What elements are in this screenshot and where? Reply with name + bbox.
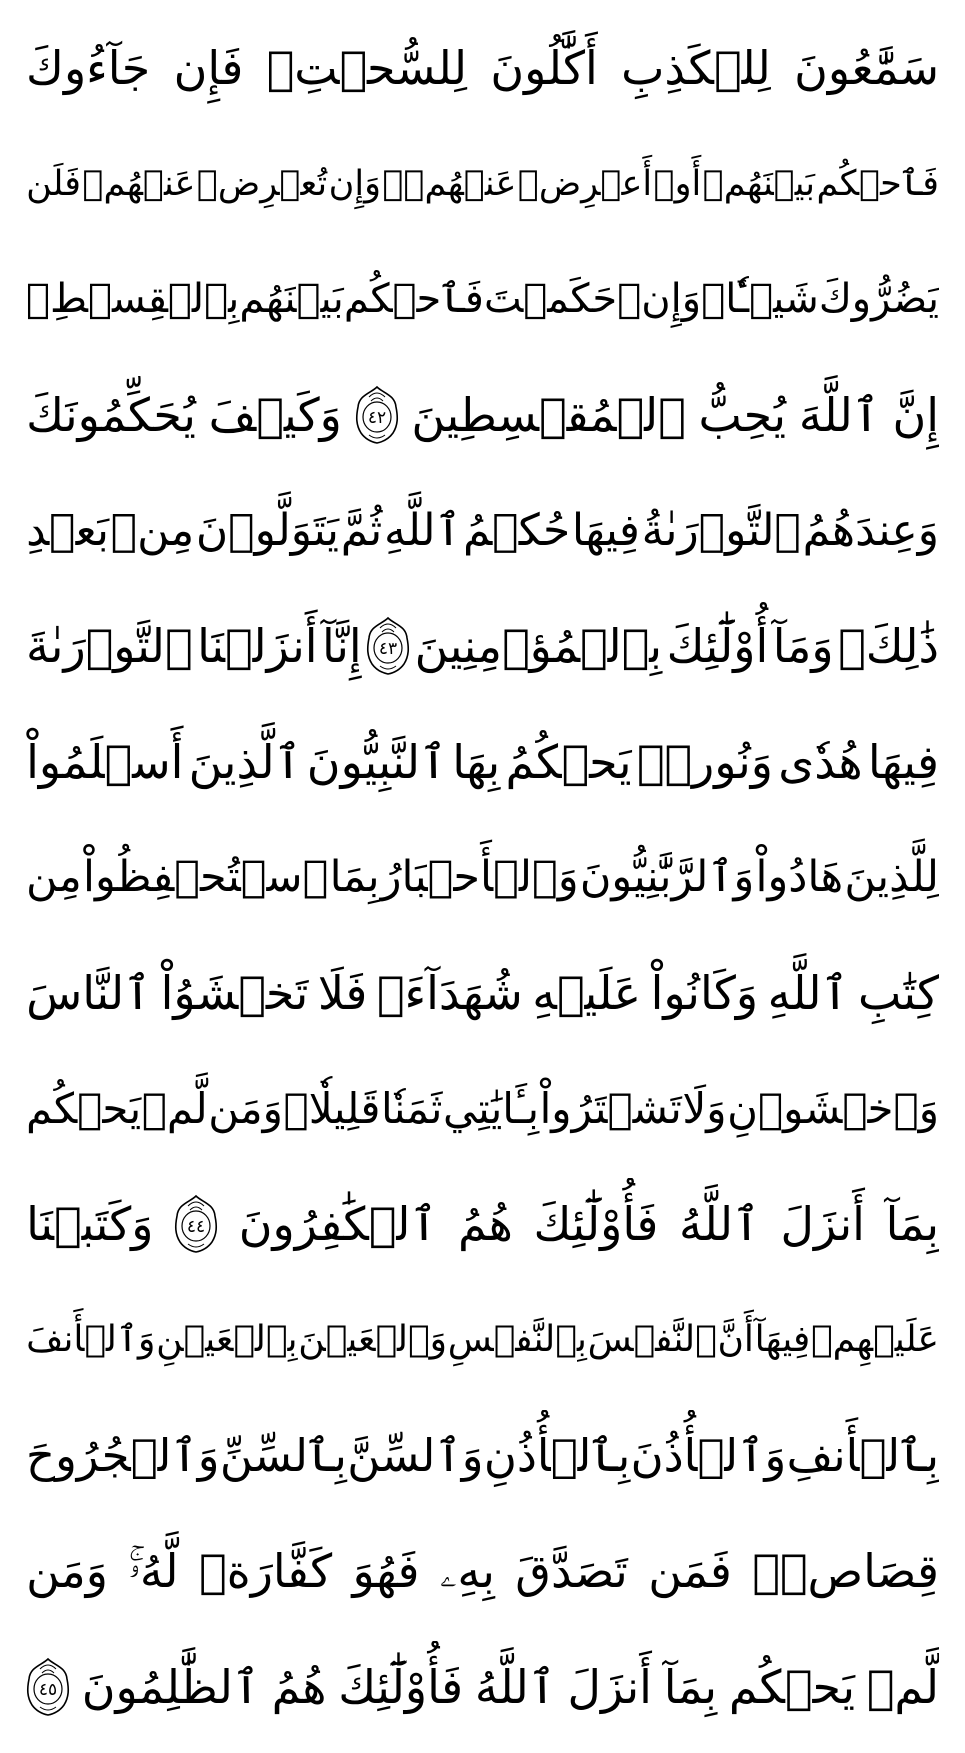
quran-word: ٱلنَّفۡسَ — [587, 1319, 717, 1361]
quran-word: فَٱحۡكُم — [816, 163, 939, 204]
text-line — [26, 1410, 939, 1502]
quran-word: ٱلۡكَٰفِرُونَ — [238, 1197, 438, 1252]
text-line — [26, 600, 939, 692]
quran-word: بِهِۦ — [439, 1544, 495, 1599]
text-line — [26, 716, 939, 808]
quran-word: وَإِنۡ — [617, 276, 702, 323]
quran-word: مِن — [26, 852, 82, 903]
quran-word: ٱللَّهِ — [383, 504, 462, 556]
ayah-end-marker-icon — [366, 616, 410, 676]
quran-word: هُدٗى — [778, 734, 863, 789]
quran-word: ٱللَّهِ — [767, 966, 849, 1021]
text-line — [26, 1294, 939, 1386]
quran-word: عَنۡهُمۡۖ — [382, 163, 517, 204]
quran-word: قِصَاصٞۚ — [752, 1544, 939, 1599]
text-line — [26, 1641, 939, 1733]
quran-word: فِيهَآ — [754, 1319, 811, 1361]
quran-word: ذَٰلِكَۚ — [838, 619, 939, 674]
quran-word: فَٱحۡكُم — [343, 276, 484, 323]
quran-word: تَصَدَّقَ — [515, 1544, 628, 1599]
quran-word: لَّمۡ — [141, 1083, 208, 1133]
quran-word: تَخۡشَوُاْ — [160, 966, 309, 1021]
ayah-number: ٤٣ — [379, 639, 398, 660]
text-line — [26, 947, 939, 1039]
quran-word: لِلَّذِينَ — [844, 852, 939, 903]
text-line — [26, 22, 939, 114]
quran-word: بِٱلۡعَيۡنِ — [156, 1319, 298, 1361]
quran-word: حَكَمۡتَ — [483, 276, 618, 323]
quran-word: بِٱلۡمُؤۡمِنِينَ — [414, 619, 663, 674]
quran-word: بَعۡدِ — [26, 504, 110, 556]
quran-word: يَتَوَلَّوۡنَ — [195, 504, 340, 556]
quran-word: إِنَّآ — [322, 619, 362, 674]
text-line — [26, 1063, 939, 1155]
ayah-end-marker-icon — [355, 385, 399, 445]
quran-word: ٱلظَّٰلِمُونَ — [81, 1659, 260, 1714]
quran-word: ٱسۡتُحۡفِظُواْ — [83, 852, 329, 903]
quran-word: فَإِن — [173, 41, 244, 95]
quran-word: أَنَّ — [717, 1319, 754, 1361]
quran-word: سَمَّٰعُونَ — [794, 41, 939, 95]
quran-word: وَٱلۡأَحۡبَارُ — [380, 852, 579, 903]
quran-word: وَكَيۡفَ — [208, 387, 342, 442]
text-line — [26, 485, 939, 577]
quran-word: وَمَن — [208, 1083, 283, 1133]
quran-word: يَضُرُّوكَ — [818, 276, 939, 323]
quran-word: وَٱلۡجُرُوحَ — [26, 1428, 220, 1482]
quran-word: إِنَّ — [892, 387, 939, 442]
quran-word: ثُمَّ — [340, 504, 383, 556]
ayah-end-marker-icon — [26, 1657, 70, 1717]
quran-word: وَعِندَهُمُ — [802, 504, 939, 556]
ayah-number: ٤٤ — [186, 1217, 206, 1238]
quran-word: بِـَٔايَٰتِي — [442, 1083, 540, 1133]
quran-word: بِٱلۡأَنفِ — [786, 1428, 939, 1482]
quran-word: ٱلتَّوۡرَىٰةَ — [26, 619, 193, 674]
quran-word: ٱلۡمُقۡسِطِينَ — [411, 387, 686, 442]
quran-word: ٱلنَّاسَ — [26, 966, 152, 1021]
quran-word: كِتَٰبِ — [858, 966, 939, 1021]
ayah-end-marker-icon — [174, 1194, 218, 1254]
quran-word: وَٱخۡشَوۡنِ — [727, 1083, 939, 1133]
quran-word: بَيۡنَهُم — [239, 276, 344, 323]
quran-word: هُمُ — [458, 1197, 513, 1252]
quran-word: فَلَا — [317, 966, 368, 1021]
quran-word: فِيهَا — [867, 734, 939, 789]
quran-word: وَإِن — [328, 163, 381, 204]
quran-word: أَنزَلَ — [780, 1197, 865, 1252]
quran-word: عَنۡهُمۡ — [82, 163, 196, 204]
quran-word: هَادُواْ — [755, 852, 844, 903]
quran-word: بَيۡنَهُمۡ — [702, 163, 816, 204]
quran-word: بِمَآ — [663, 1659, 718, 1714]
quran-word: ٱللَّهَ — [798, 387, 880, 442]
quran-word: أَوۡ — [653, 163, 702, 204]
quran-word: أَنزَلۡنَا — [197, 619, 318, 674]
text-line — [26, 369, 939, 461]
quran-word: يَحۡكُم — [26, 1083, 142, 1133]
quran-word: وَٱلۡأُذُنَ — [630, 1428, 787, 1482]
quran-word: جَآءُوكَ — [26, 41, 151, 95]
quran-word: وَٱلۡأَنفَ — [26, 1319, 156, 1361]
text-line — [26, 831, 939, 923]
quran-word: أَسۡلَمُواْ — [26, 734, 184, 789]
quran-word: ثَمَنٗا — [380, 1083, 443, 1133]
quran-word: أَكَّٰلُونَ — [490, 41, 598, 95]
quran-word: قَلِيلٗاۚ — [283, 1083, 381, 1133]
text-line — [26, 253, 939, 345]
quran-word: بِٱلنَّفۡسِ — [447, 1319, 587, 1361]
quran-word: وَمَآ — [772, 619, 834, 674]
quran-word: بِمَآ — [885, 1197, 939, 1252]
quran-word: يُحِبُّ — [698, 387, 787, 442]
quran-word: ٱللَّهُ — [474, 1659, 556, 1714]
quran-word: وَٱلسِّنَّ — [347, 1428, 484, 1482]
quran-word: فَأُوْلَٰٓئِكَ — [533, 1197, 659, 1252]
text-line — [26, 138, 939, 230]
quran-word: ٱلنَّبِيُّونَ — [306, 734, 447, 789]
quran-word: بِهَا — [452, 734, 501, 789]
quran-word: مِنۢ — [110, 504, 195, 556]
quran-word: عَلَيۡهِمۡ — [810, 1319, 939, 1361]
quran-word: أَنزَلَ — [567, 1659, 652, 1714]
quran-word: كَفَّارَةٞ — [199, 1544, 333, 1599]
quran-word: ٱلتَّوۡرَىٰةُ — [641, 504, 801, 556]
ayah-number: ٤٥ — [38, 1679, 58, 1700]
quran-word: فَلَن — [26, 163, 82, 204]
quran-word: وَكَتَبۡنَا — [26, 1197, 154, 1252]
quran-word: بِٱلۡأُذُنِ — [483, 1428, 631, 1482]
quran-word: يَحۡكُمُ — [505, 734, 632, 789]
quran-word: ٱلَّذِينَ — [188, 734, 302, 789]
quran-word: وَٱلرَّبَّٰنِيُّونَ — [579, 852, 755, 903]
quran-word: بِٱلسِّنِّ — [219, 1428, 347, 1482]
text-line — [26, 1178, 939, 1270]
quran-word: فِيهَا — [571, 504, 640, 556]
quran-word: حُكۡمُ — [463, 504, 571, 556]
quran-word: يَحۡكُم — [728, 1659, 855, 1714]
quran-word: فَأُوْلَٰٓئِكَ — [338, 1659, 464, 1714]
ayah-number: ٤٢ — [367, 407, 386, 428]
quran-word: أُوْلَٰٓئِكَ — [666, 619, 769, 674]
quran-word: فَهُوَ — [352, 1544, 420, 1599]
quran-word: لِلۡكَذِبِ — [621, 41, 771, 95]
quran-word: يُحَكِّمُونَكَ — [26, 387, 196, 442]
quran-word: لَّهُۥۚ — [128, 1544, 179, 1599]
quran-word: هُمُ — [271, 1659, 327, 1714]
quran-word: لِلسُّحۡتِۚ — [266, 41, 468, 95]
quran-word: لَّمۡ — [866, 1659, 939, 1714]
quran-word: وَٱلۡعَيۡنَ — [298, 1319, 448, 1361]
quran-word: وَلَا — [682, 1083, 727, 1133]
quran-word: شَيۡـٔٗاۖ — [701, 276, 819, 323]
quran-word: شُهَدَآءَۚ — [376, 966, 523, 1021]
quran-word: فَمَن — [648, 1544, 732, 1599]
quran-word: بِٱلۡقِسۡطِۚ — [26, 276, 240, 323]
quran-word: وَمَن — [26, 1544, 108, 1599]
quran-word: تَشۡتَرُواْ — [539, 1083, 682, 1133]
quran-word: ٱللَّهُ — [679, 1197, 760, 1252]
quran-word: أَعۡرِضۡ — [517, 163, 653, 204]
quran-word: عَلَيۡهِ — [532, 966, 642, 1021]
quran-word: وَكَانُواْ — [650, 966, 759, 1021]
quran-word: بِمَا — [329, 852, 380, 903]
text-line — [26, 1525, 939, 1617]
quran-word: تُعۡرِضۡ — [196, 163, 328, 204]
quran-word: وَنُورٞۚ — [636, 734, 774, 789]
